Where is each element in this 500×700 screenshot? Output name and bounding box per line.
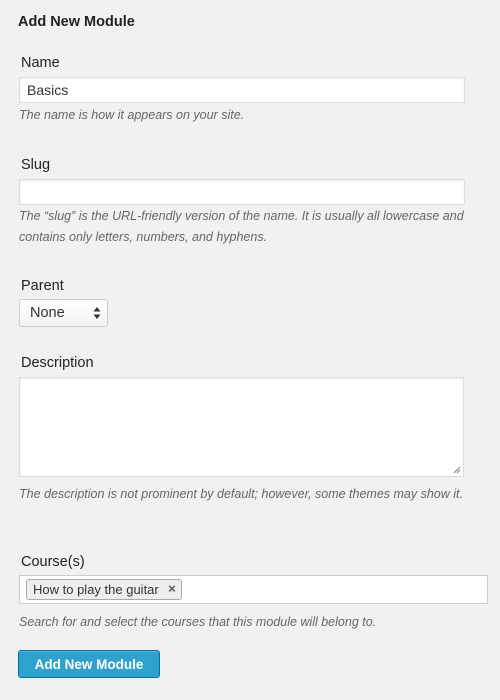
course-tag bbox=[26, 579, 182, 600]
parent-label: Parent bbox=[21, 278, 64, 294]
course-tag-label: How to play the guitar bbox=[33, 582, 159, 597]
form-heading: Add New Module bbox=[18, 14, 135, 30]
courses-help-text: Search for and select the courses that this module will belong to. bbox=[19, 615, 377, 629]
add-new-module-button[interactable]: Add New Module bbox=[18, 650, 160, 678]
description-label: Description bbox=[21, 355, 94, 371]
courses-tag-input[interactable] bbox=[19, 575, 488, 604]
resize-grip-icon[interactable] bbox=[453, 466, 461, 474]
slug-help-text: The “slug” is the URL-friendly version of the name. It is usually all lowercase and contains only letters, numbers, and hyphens. bbox=[19, 209, 464, 244]
description-help-text: The description is not prominent by default; however, some themes may show it. bbox=[19, 487, 463, 501]
parent-select-value: None bbox=[30, 305, 65, 321]
courses-label: Course(s) bbox=[21, 554, 85, 570]
name-input[interactable] bbox=[19, 77, 465, 103]
description-textarea[interactable] bbox=[19, 377, 464, 477]
slug-input[interactable] bbox=[19, 179, 465, 205]
slug-label: Slug bbox=[21, 157, 51, 173]
close-icon[interactable]: × bbox=[168, 581, 176, 596]
updown-caret-icon bbox=[93, 306, 101, 320]
name-help-text: The name is how it appears on your site. bbox=[19, 108, 245, 122]
parent-select[interactable] bbox=[19, 299, 108, 327]
name-label: Name bbox=[21, 55, 60, 71]
